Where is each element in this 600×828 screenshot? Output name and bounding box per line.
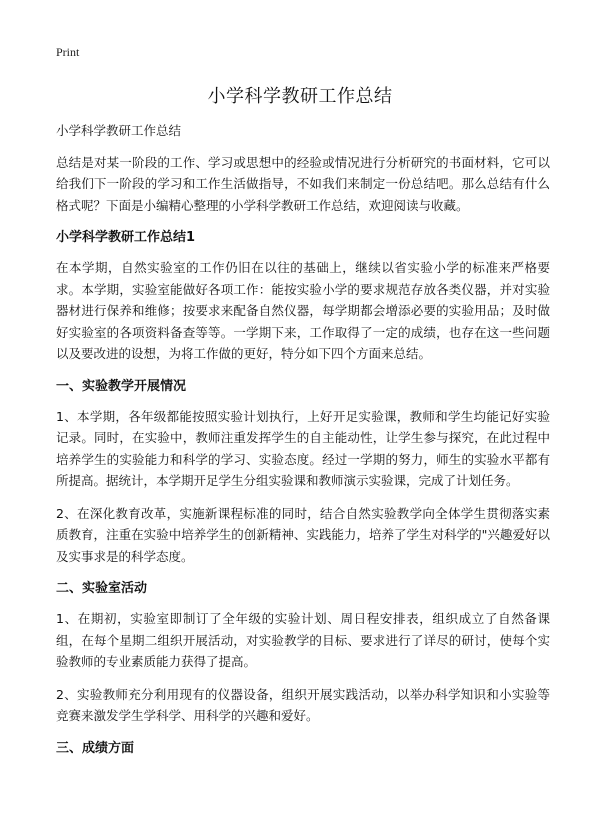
heading-achievements: 三、成绩方面 [56, 740, 135, 756]
heading-experiment-teaching: 一、实验教学开展情况 [56, 378, 187, 394]
page-title: 小学科学教研工作总结 [207, 86, 393, 107]
paragraph-2-1: 1、在期初，实验室即制订了全年级的实验计划、周日程安排表，组织成立了自然备课组，在每个星期二组织开展活动，对实验教学的目标、要求进行了详尽的研讨，使每个实验教师的专业素质能力获得了提高。 [56, 611, 550, 669]
print-link[interactable]: Print [56, 45, 80, 59]
heading-lab-activities: 二、实验室活动 [56, 581, 148, 596]
paragraph-1-1: 1、本学期，各年级都能按照实验计划执行，上好开足实验课，教师和学生均能记好实验记录。同时，在实验中，教师注重发挥学生的自主能动性，让学生参与探究，在此过程中培养学生的实验能力和科学的学习、实验态度。经过一学期的努力，师生的实验水平都有所提高。据统计，本学期开足学生分组实验课和教师演示实验课，完成了计划任务。 [56, 408, 550, 488]
section-1-title: 小学科学教研工作总结1 [56, 230, 196, 245]
document-body [56, 120, 550, 768]
paragraph-1-2: 2、在深化教育改革，实施新课程标准的同时，结合自然实验教学向全体学生贯彻落实素质教育，注重在实验中培养学生的创新精神、实践能力，培养了学生对科学的"兴趣爱好以及实事求是的科学态度。 [56, 505, 550, 564]
paragraph-2-2: 2、实验教师充分利用现有的仪器设备，组织开展实践活动，以举办科学知识和小实验等竞赛来激发学生学科学、用科学的兴趣和爱好。 [56, 686, 550, 723]
document-subtitle: 小学科学教研工作总结 [56, 123, 182, 138]
section-1-intro-paragraph: 在本学期，自然实验室的工作仍旧在以往的基础上，继续以省实验小学的标准来严格要求。本学期，实验室能做好各项工作：能按实验小学的要求规范存放各类仪器，并对实验器材进行保养和维修；按要求来配备自然仪器，每学期都会增添必要的实验用品；及时做好实验室的各项资料备查等等。一学期下来，工作取得了一定的成绩，也存在这一些问题以及要改进的设想，为将工作做的更好，特分如下四个方面来总结。 [56, 260, 550, 361]
intro-paragraph: 总结是对某一阶段的工作、学习或思想中的经验或情况进行分析研究的书面材料，它可以给我们下一阶段的学习和工作生活做指导，不如我们来制定一份总结吧。那么总结有什么格式呢？下面是小编精心整理的小学科学教研工作总结，欢迎阅读与收藏。 [56, 154, 550, 213]
